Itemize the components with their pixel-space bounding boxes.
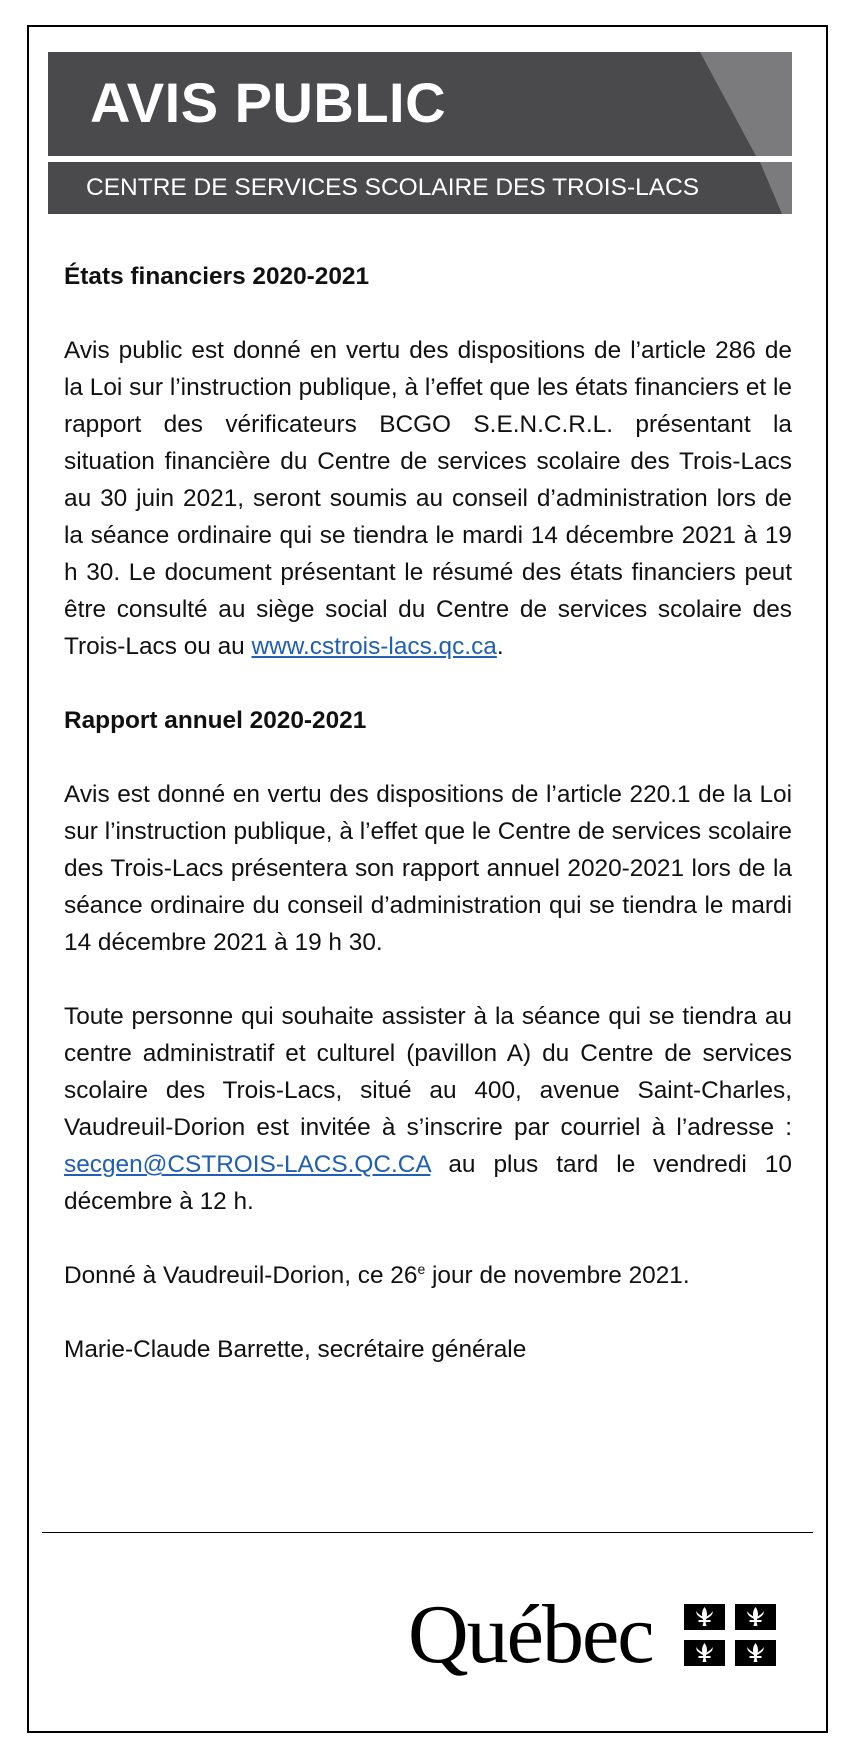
given-at-line [64,1257,792,1294]
quebec-wordmark: Québec [408,1588,653,1681]
subtitle-band [48,162,792,214]
paragraph-attendance [64,998,792,1220]
website-link[interactable]: www.cstrois-lacs.qc.ca [251,633,497,660]
signature: Marie-Claude Barrette, secrétaire générale [64,1336,527,1363]
paragraph-financial-text: Avis public est donné en vertu des dispositions de l’article 286 de la Loi sur l’instruction publique, à l’effet que les états financiers et le rapport des vérificateurs BCGO S.E.N.C.R.L. présentant la situation financière du Centre de services scolaire des Trois-Lacs au 30 juin 2021, seront soumis au conseil d’administration lors de la séance ordinaire qui se tiendra le mardi 14 décembre 2021 à 19 h 30. Le document présentant le résumé des états financiers peut être consulté au siège social du Centre de services scolaire des Trois-Lacs ou au [64,337,792,660]
paragraph-attendance-end: au plus tard le vendredi 10 décembre à 12 h. [64,1151,792,1215]
fleur-de-lis-icon [684,1604,776,1666]
notice-header [48,52,792,214]
email-link[interactable]: secgen@CSTROIS-LACS.QC.CA [64,1151,431,1178]
paragraph-financial-end: . [496,633,504,660]
given-at-prefix: Donné à Vaudreuil-Dorion, ce 26 [64,1262,418,1289]
quebec-logo [408,1590,776,1680]
notice-body [64,258,792,1368]
given-at-suffix: jour de novembre 2021. [425,1262,690,1289]
title-band [48,52,792,156]
footer-divider [42,1532,813,1533]
given-at-superscript: e [417,1260,426,1277]
paragraph-financial [64,332,792,665]
paragraph-attendance-text: Toute personne qui souhaite assister à la séance qui se tiendra au centre administratif et culturel (pavillon A) du Centre de services scolaire des Trois-Lacs, situé au 400, avenue Saint-Charles, Vaudreuil-Dorion est invitée à s’inscrire par courriel à l’adresse : [64,1003,792,1141]
paragraph-annual-report: Avis est donné en vertu des dispositions de l’article 220.1 de la Loi sur l’instruction publique, à l’effet que le Centre de services scolaire des Trois-Lacs présentera son rapport annuel 2020-2021 lors de la séance ordinaire du conseil d’administration qui se tiendra le mardi 14 décembre 2021 à 19 h 30. [64,781,792,956]
section-heading-annual-report: Rapport annuel 2020-2021 [64,707,367,734]
notice-title: AVIS PUBLIC [90,71,447,134]
organization-name: CENTRE DE SERVICES SCOLAIRE DES TROIS-LACS [86,174,700,201]
section-heading-financial: États financiers 2020-2021 [64,263,370,290]
